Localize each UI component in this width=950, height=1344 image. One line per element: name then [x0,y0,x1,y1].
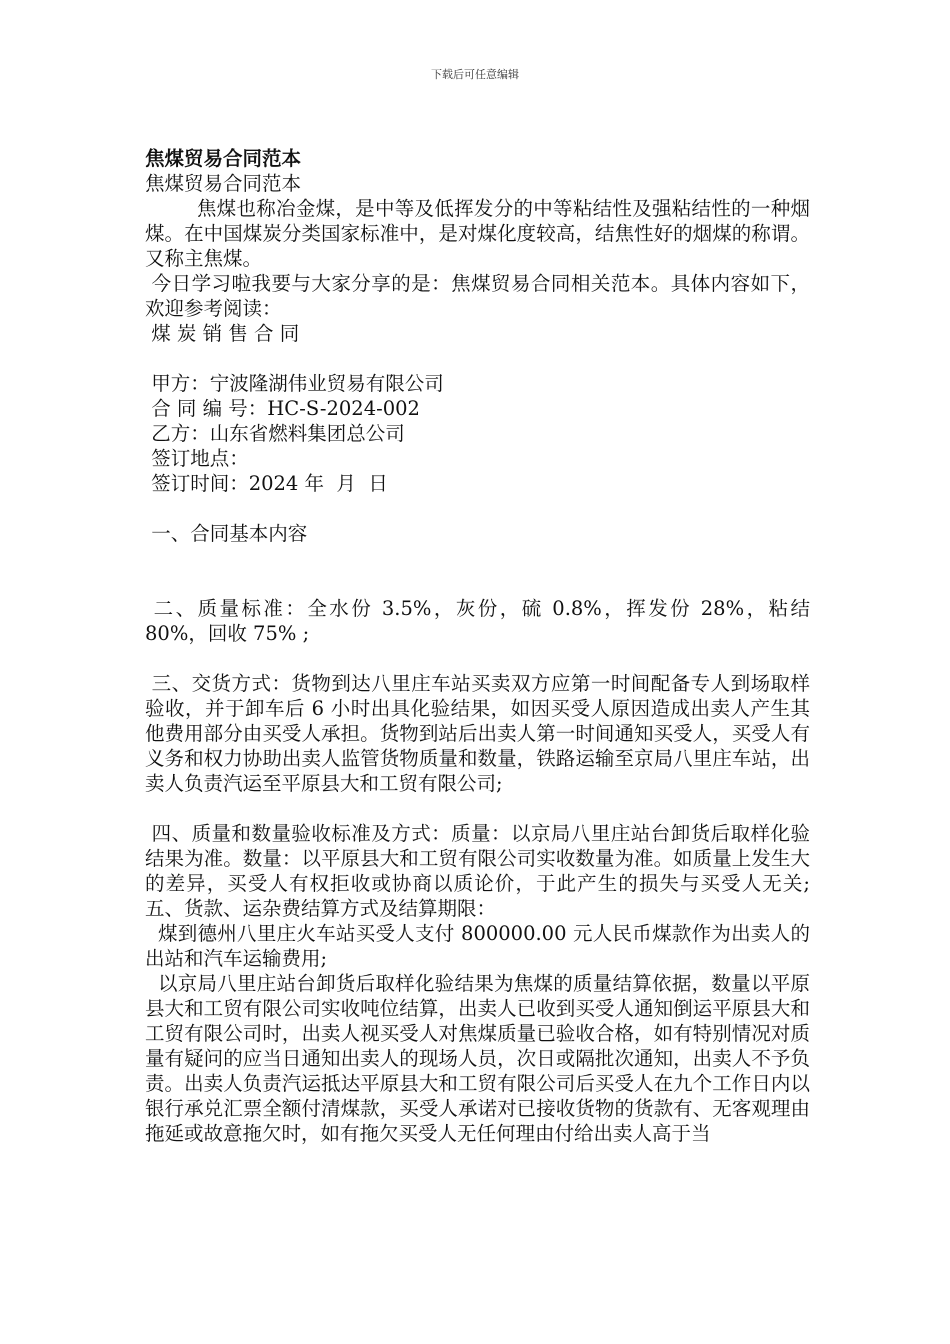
party-a: 甲方：宁波隆湖伟业贸易有限公司 [145,372,444,395]
spacer [145,646,810,671]
section-1: 一、合同基本内容 [145,522,308,545]
header-note: 下载后可任意编辑 [431,68,519,81]
document-subtitle: 焦煤贸易合同范本 [145,172,302,195]
document-body [145,146,817,1146]
spacer [145,546,810,596]
spacer [145,496,810,521]
intro-share-paragraph: 今日学习啦我要与大家分享的是：焦煤贸易合同相关范本。具体内容如下，欢迎参考阅读： [145,272,810,320]
contract-heading: 煤 炭 销 售 合 同 [145,322,300,345]
sign-place: 签订地点： [145,447,249,470]
contract-number: 合 同 编 号：HC-S-2024-002 [145,397,420,420]
document-title: 焦煤贸易合同范本 [145,147,302,170]
section-4: 四、质量和数量验收标准及方式：质量：以京局八里庄站台卸货后取样化验结果为准。数量：以平原县大和工贸有限公司实收数量为准。如质量上发生大的差异，买受人有权拒收或协商以质论价，于此产生的损失与买受人无关; 五、货款、运杂费结算方式及结算期限： [145,822,817,920]
spacer [145,346,810,371]
section-3: 三、交货方式：货物到达八里庄车站买卖双方应第一时间配备专人到场取样验收，并于卸车后 6 小时出具化验结果，如因买受人原因造成出卖人产生其他费用部分由买受人承担。货物到站后出卖人第一时间通知买受人，买受人有义务和权力协助出卖人监管货物质量和数量，铁路运输至京局八里庄车站，出卖人负责汽运至平原县大和工贸有限公司; [145,672,810,795]
payment-paragraph: 煤到德州八里庄火车站买受人支付 800000.00 元人民币煤款作为出卖人的出站和汽车运输费用; [145,922,810,970]
spacer [145,796,810,821]
intro-paragraph: 焦煤也称冶金煤，是中等及低挥发分的中等粘结性及强粘结性的一种烟煤。在中国煤炭分类国家标准中，是对煤化度较高，结焦性好的烟煤的称谓。又称主焦煤。 [145,197,810,270]
section-2: 二、质量标准：全水份 3.5%，灰份，硫 0.8%，挥发份 28%，粘结 80%，回收 75% ; [145,597,817,645]
party-b: 乙方：山东省燃料集团总公司 [145,422,405,445]
sign-time: 签订时间：2024 年 月 日 [145,472,388,495]
settlement-paragraph: 以京局八里庄站台卸货后取样化验结果为焦煤的质量结算依据，数量以平原县大和工贸有限公司实收吨位结算，出卖人已收到买受人通知倒运平原县大和工贸有限公司时，出卖人视买受人对焦煤质量已验收合格，如有特别情况对质量有疑问的应当日通知出卖人的现场人员，次日或隔批次通知，出卖人不予负责。出卖人负责汽运抵达平原县大和工贸有限公司后买受人在九个工作日内以银行承兑汇票全额付清煤款，买受人承诺对已接收货物的货款有、无客观理由拖延或故意拖欠时，如有拖欠买受人无任何理由付给出卖人高于当 [145,972,810,1145]
